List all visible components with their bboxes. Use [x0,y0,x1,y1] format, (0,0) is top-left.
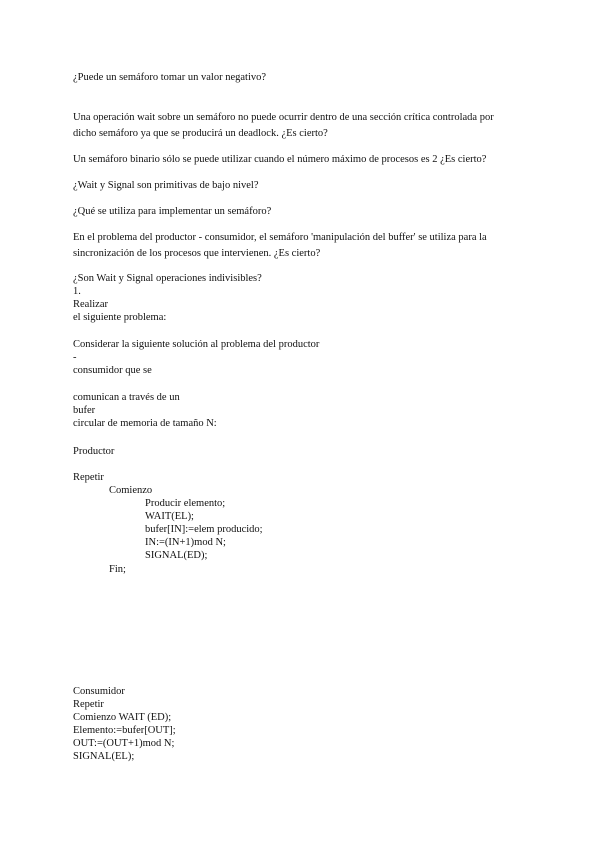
exercise-number: 1. [73,286,81,297]
question-7: ¿Son Wait y Signal operaciones indivisibles? [73,273,262,284]
producer-line: IN:=(IN+1)mod N; [145,537,226,548]
consumer-title: Consumidor [73,686,125,697]
producer-title: Productor [73,446,115,457]
consumer-line: Elemento:=bufer[OUT]; [73,725,176,736]
consumer-line: SIGNAL(EL); [73,751,135,762]
question-3: Un semáforo binario sólo se puede utilizar cuando el número máximo de procesos es 2 ¿Es cierto? [73,154,487,165]
consumer-repeat: Repetir [73,699,104,710]
question-5: ¿Qué se utiliza para implementar un semáforo? [73,206,272,217]
consumer-line: OUT:=(OUT+1)mod N; [73,738,175,749]
exercise-line-1: Realizar [73,299,108,310]
question-4: ¿Wait y Signal son primitivas de bajo nivel? [73,180,259,191]
question-6: En el problema del productor - consumidor, el semáforo 'manipulación del buffer' se utiliza para la sincronización de los procesos que intervienen. ¿Es cierto? [73,232,487,259]
exercise-line-2: el siguiente problema: [73,312,167,323]
producer-line: bufer[IN]:=elem producido; [145,524,263,535]
exercise-line-8: circular de memoria de tamaño N: [73,418,217,429]
producer-line: WAIT(EL); [145,511,194,522]
exercise-line-7: bufer [73,405,96,416]
exercise-line-5: consumidor que se [73,365,152,376]
exercise-line-4: - [73,352,77,363]
consumer-line: Comienzo WAIT (ED); [73,712,172,723]
producer-end: Fin; [109,564,126,575]
producer-line: SIGNAL(ED); [145,550,208,561]
exercise-line-3: Considerar la siguiente solución al problema del productor [73,339,320,350]
producer-begin: Comienzo [109,485,153,496]
exercise-line-6: comunican a través de un [73,392,180,403]
question-1: ¿Puede un semáforo tomar un valor negativo? [73,72,267,83]
producer-line: Producir elemento; [145,498,226,509]
producer-repeat: Repetir [73,472,104,483]
question-2: Una operación wait sobre un semáforo no puede ocurrir dentro de una sección crítica controlada por dicho semáforo ya que se producirá un deadlock. ¿Es cierto? [73,112,494,139]
